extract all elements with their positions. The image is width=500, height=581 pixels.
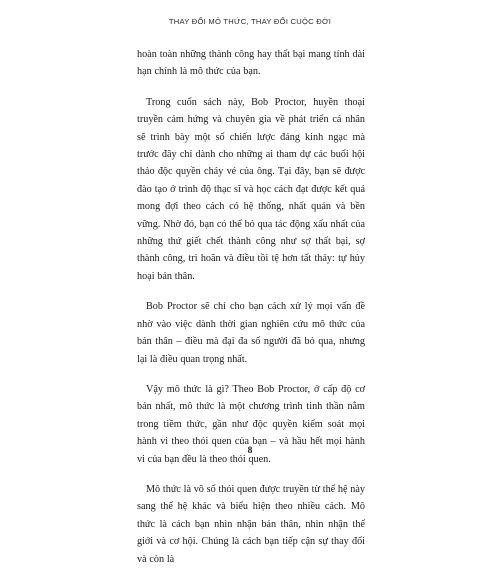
paragraph: hoàn toàn những thành công hay thất bại mang tính dài hạn chính là mô thức của bạn. xyxy=(137,49,365,78)
paragraph: Vậy mô thức là gì? Theo Bob Proctor, ở cấp độ cơ bản nhất, mô thức là một chương trình tinh thần nằm trong tiềm thức, gần như độc quyền kiểm soát mọi hành vi theo thói quen của bạn – và hầu hết mọi hành vi của bạn đều là theo thói quen. xyxy=(137,383,365,465)
paragraph: Mô thức là vô số thói quen được truyền từ thế hệ này sang thế hệ khác và biểu hiện theo nhiều cách. Mô thức là cách bạn nhìn nhận bản thân, nhìn nhận thế giới và cơ hội. Chúng là cách bạn tiếp cận sự thay đổi và còn là xyxy=(137,483,366,565)
body-text xyxy=(137,46,365,581)
page-number: 8 xyxy=(247,446,253,456)
paragraph: Bob Proctor sẽ chỉ cho bạn cách xử lý mọi vấn đề nhờ vào việc dành thời gian nghiên cứu mô thức của bản thân – điều mà đại đa số người đã bỏ qua, nhưng lại là điều quan trọng nhất. xyxy=(137,301,365,365)
running-header: THAY ĐỔI MÔ THỨC, THAY ĐỔI CUỘC ĐỜI xyxy=(168,17,332,26)
paragraph: Trong cuốn sách này, Bob Proctor, huyền thoại truyền cảm hứng và chuyên gia về phát triển cá nhân sẽ trình bày một số chiến lược đáng kinh ngạc mà trước đây chỉ dành cho những ai tham dự các buổi hội thảo độc quyền cháy vé của ông. Tại đây, bạn sẽ được đào tạo ở trình độ thạc sĩ và học cách đạt được kết quả mong đợi theo cách có hệ thống, nhất quán và bền vững. Nhờ đó, bạn có thể bỏ qua tác động xấu nhất của những thứ giết chết thành công như sợ thất bại, sợ thành công, trì hoãn và điều tồi tệ hơn tất thảy: tự hủy hoại bản thân. xyxy=(137,96,365,282)
